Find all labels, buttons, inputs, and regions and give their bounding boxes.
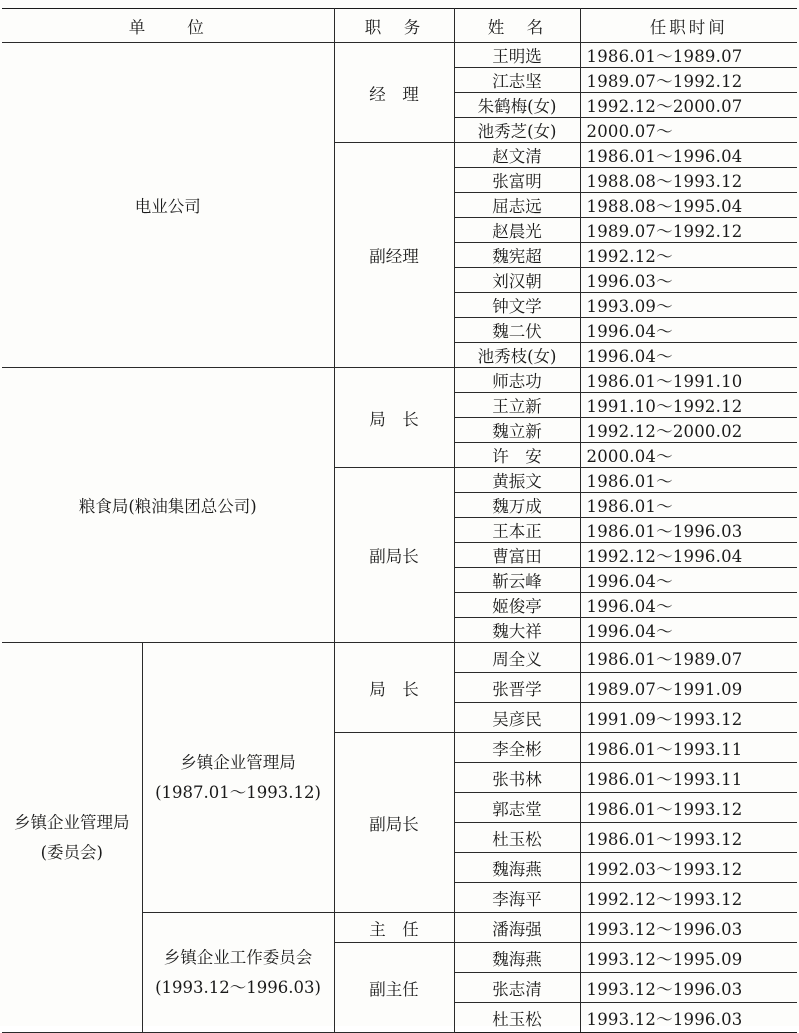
- person-name: 王明选: [454, 43, 580, 68]
- person-name: 刘汉朝: [454, 268, 580, 293]
- unit-cell: [2, 643, 142, 1033]
- tenure-period: 1986.01～1996.04: [580, 143, 797, 168]
- tenure-period: 1993.12～1996.03: [580, 973, 797, 1003]
- tenure-period: 1986.01～: [580, 493, 797, 518]
- person-name: 潘海强: [454, 913, 580, 943]
- tenure-period: 1992.12～1993.12: [580, 883, 797, 913]
- person-name: 黄振文: [454, 468, 580, 493]
- person-name: 池秀芝(女): [454, 118, 580, 143]
- tenure-period: 1989.07～1992.12: [580, 68, 797, 93]
- appointment-table: [2, 8, 797, 1033]
- tenure-period: 1986.01～1993.11: [580, 763, 797, 793]
- unit-name-suffix: (委员会): [40, 842, 103, 862]
- person-name: 魏宪超: [454, 243, 580, 268]
- person-name: 张富明: [454, 168, 580, 193]
- person-name: 王立新: [454, 393, 580, 418]
- person-name: 姬俊亭: [454, 593, 580, 618]
- header-name: 姓 名: [454, 9, 580, 43]
- position-cell: 副经理: [334, 143, 454, 368]
- person-name: 魏二伏: [454, 318, 580, 343]
- person-name: 郭志堂: [454, 793, 580, 823]
- tenure-period: 1986.01～1993.11: [580, 733, 797, 763]
- subunit-period: (1987.01～1993.12): [155, 782, 321, 802]
- subunit-name: 乡镇企业工作委员会: [163, 947, 313, 967]
- tenure-period: 1988.08～1995.04: [580, 193, 797, 218]
- tenure-period: 1992.03～1993.12: [580, 853, 797, 883]
- person-name: 张书林: [454, 763, 580, 793]
- tenure-period: 1986.01～1993.12: [580, 823, 797, 853]
- person-name: 魏万成: [454, 493, 580, 518]
- position-cell: 副主任: [334, 943, 454, 1033]
- person-name: 杜玉松: [454, 823, 580, 853]
- tenure-period: 1993.09～: [580, 293, 797, 318]
- person-name: 靳云峰: [454, 568, 580, 593]
- person-name: 李全彬: [454, 733, 580, 763]
- tenure-period: 1993.12～1996.03: [580, 913, 797, 943]
- position-cell: 经 理: [334, 43, 454, 143]
- tenure-period: 1993.12～1995.09: [580, 943, 797, 973]
- position-cell: 副局长: [334, 733, 454, 913]
- person-name: 钟文学: [454, 293, 580, 318]
- tenure-period: 1991.09～1993.12: [580, 703, 797, 733]
- person-name: 池秀枝(女): [454, 343, 580, 368]
- person-name: 魏大祥: [454, 618, 580, 643]
- person-name: 赵晨光: [454, 218, 580, 243]
- person-name: 许 安: [454, 443, 580, 468]
- table-row: [2, 368, 797, 393]
- tenure-period: 1986.01～1989.07: [580, 643, 797, 673]
- position-cell: 副局长: [334, 468, 454, 643]
- header-unit: 单 位: [2, 9, 334, 43]
- tenure-period: 2000.07～: [580, 118, 797, 143]
- subunit-cell: [142, 913, 334, 1033]
- person-name: 王本正: [454, 518, 580, 543]
- tenure-period: 1986.01～1991.10: [580, 368, 797, 393]
- header-position: 职 务: [334, 9, 454, 43]
- person-name: 魏海燕: [454, 943, 580, 973]
- person-name: 师志功: [454, 368, 580, 393]
- tenure-period: 1996.04～: [580, 618, 797, 643]
- person-name: 吴彦民: [454, 703, 580, 733]
- person-name: 江志坚: [454, 68, 580, 93]
- person-name: 魏立新: [454, 418, 580, 443]
- table-row: [2, 43, 797, 68]
- person-name: 周全义: [454, 643, 580, 673]
- tenure-period: 1986.01～1989.07: [580, 43, 797, 68]
- tenure-period: 1992.12～1996.04: [580, 543, 797, 568]
- tenure-period: 1986.01～: [580, 468, 797, 493]
- tenure-period: 1989.07～1992.12: [580, 218, 797, 243]
- table-row: [2, 643, 797, 673]
- person-name: 朱鹤梅(女): [454, 93, 580, 118]
- unit-cell: [2, 368, 334, 643]
- unit-name: 粮食局(粮油集团总公司): [78, 497, 257, 516]
- person-name: 张晋学: [454, 673, 580, 703]
- tenure-period: 2000.04～: [580, 443, 797, 468]
- subunit-name: 乡镇企业管理局: [180, 752, 296, 772]
- position-cell: 主 任: [334, 913, 454, 943]
- position-cell: 局 长: [334, 643, 454, 733]
- unit-name: 乡镇企业管理局: [14, 812, 130, 832]
- person-name: 李海平: [454, 883, 580, 913]
- unit-cell: [2, 43, 334, 368]
- tenure-period: 1986.01～1993.12: [580, 793, 797, 823]
- tenure-period: 1991.10～1992.12: [580, 393, 797, 418]
- subunit-cell: [142, 643, 334, 913]
- tenure-period: 1996.04～: [580, 593, 797, 618]
- person-name: 杜玉松: [454, 1003, 580, 1033]
- position-cell: 局 长: [334, 368, 454, 468]
- tenure-period: 1996.04～: [580, 568, 797, 593]
- tenure-period: 1992.12～2000.07: [580, 93, 797, 118]
- tenure-period: 1992.12～2000.02: [580, 418, 797, 443]
- tenure-period: 1996.03～: [580, 268, 797, 293]
- person-name: 张志清: [454, 973, 580, 1003]
- person-name: 曹富田: [454, 543, 580, 568]
- person-name: 屈志远: [454, 193, 580, 218]
- tenure-period: 1989.07～1991.09: [580, 673, 797, 703]
- tenure-period: 1992.12～: [580, 243, 797, 268]
- header-time: 任职时间: [580, 9, 797, 43]
- person-name: 赵文清: [454, 143, 580, 168]
- tenure-period: 1996.04～: [580, 343, 797, 368]
- person-name: 魏海燕: [454, 853, 580, 883]
- subunit-period: (1993.12～1996.03): [155, 977, 321, 997]
- tenure-period: 1988.08～1993.12: [580, 168, 797, 193]
- unit-name: 电业公司: [134, 197, 201, 216]
- tenure-period: 1986.01～1996.03: [580, 518, 797, 543]
- tenure-period: 1996.04～: [580, 318, 797, 343]
- tenure-period: 1993.12～1996.03: [580, 1003, 797, 1033]
